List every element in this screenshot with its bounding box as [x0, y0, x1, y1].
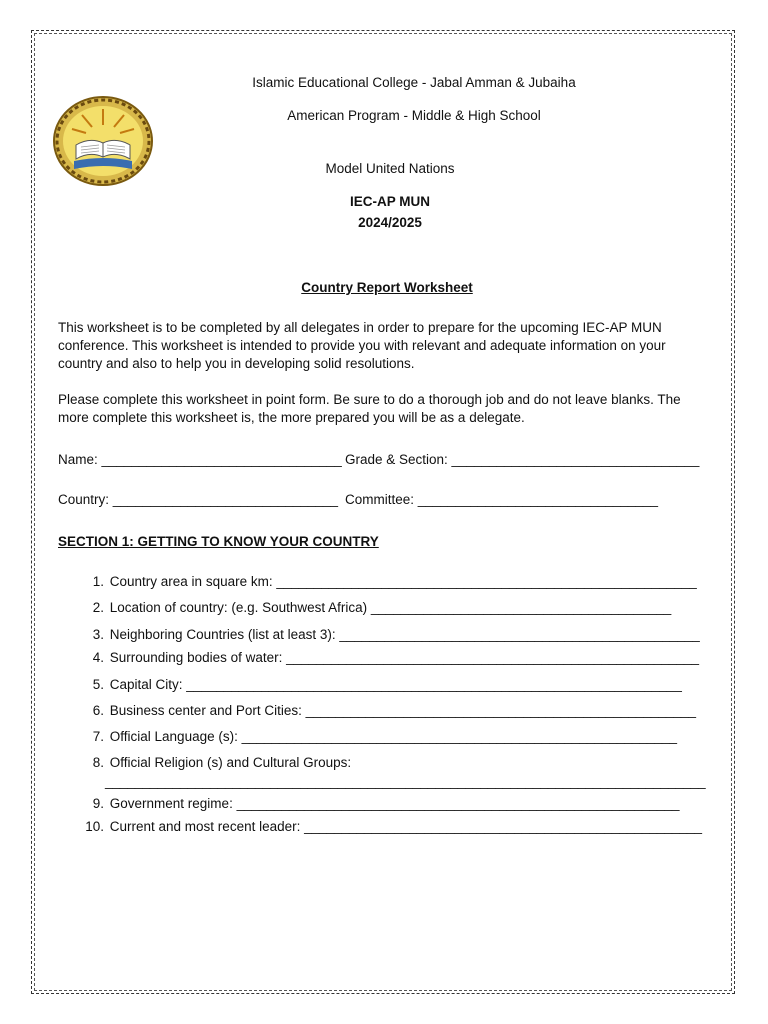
item-text: Capital City: __________________________________________________________________ [109, 677, 682, 692]
item-text: Government regime: ___________________________________________________________ [109, 796, 680, 811]
item-number: 8. [92, 755, 104, 770]
event-name: Model United Nations [325, 161, 455, 176]
item-text: Country area in square km: ________________________________________________________ [109, 574, 697, 589]
school-name: Islamic Educational College - Jabal Amman & Jubaiha [252, 75, 576, 90]
conference-year: 2024/2025 [358, 215, 422, 230]
item-number: 6. [92, 703, 104, 718]
item-number: 10. [85, 819, 104, 834]
committee-field[interactable]: Committee: ________________________________ [345, 492, 659, 507]
program-name: American Program - Middle & High School [287, 108, 541, 123]
item-text: Business center and Port Cities: ____________________________________________________ [109, 703, 697, 718]
worksheet-title: Country Report Worksheet [301, 280, 473, 295]
list-item[interactable] [78, 796, 680, 811]
item-text: Current and most recent leader: _____________________________________________________ [109, 819, 703, 834]
country-field[interactable]: Country: ______________________________ [58, 492, 339, 507]
section1-heading: SECTION 1: GETTING TO KNOW YOUR COUNTRY [58, 534, 379, 549]
list-item[interactable] [78, 755, 351, 770]
grade-section-field[interactable]: Grade & Section: _________________________________ [345, 452, 700, 467]
item-text: Surrounding bodies of water: _______________________________________________________ [109, 650, 700, 665]
list-item[interactable] [78, 729, 677, 744]
item-number: 7. [92, 729, 104, 744]
item-number: 5. [92, 677, 104, 692]
item-number: 2. [92, 600, 104, 615]
list-item[interactable] [78, 677, 682, 692]
item-text: Neighboring Countries (list at least 3): ________________________________________________ [109, 627, 700, 642]
list-item[interactable] [78, 600, 671, 615]
item-number: 3. [92, 627, 104, 642]
item-text: Location of country: (e.g. Southwest Africa) ________________________________________ [109, 600, 672, 615]
conference-name: IEC-AP MUN [349, 194, 430, 209]
name-field[interactable]: Name: ________________________________ [58, 452, 342, 467]
list-item[interactable] [78, 627, 700, 642]
list-item[interactable] [78, 703, 696, 718]
item-number: 9. [92, 796, 104, 811]
answer-line[interactable]: ________________________________________________________________________________ [105, 774, 706, 789]
item-text: Official Religion (s) and Cultural Groups: [109, 755, 352, 770]
list-item[interactable] [78, 650, 699, 665]
list-item[interactable] [78, 574, 697, 589]
intro-paragraph: This worksheet is to be completed by all delegates in order to prepare for the upcoming IEC-AP MUN conference. This worksheet is intended to provide you with relevant and adequate information on your country and also to help you in developing solid resolutions. [58, 320, 666, 371]
item-number: 1. [92, 574, 104, 589]
list-item[interactable] [78, 819, 702, 834]
item-number: 4. [92, 650, 104, 665]
instructions-paragraph: Please complete this worksheet in point form. Be sure to do a thorough job and do not leave blanks. The more complete this worksheet is, the more prepared you will be as a delegate. [58, 392, 681, 425]
item-text: Official Language (s): __________________________________________________________ [109, 729, 678, 744]
